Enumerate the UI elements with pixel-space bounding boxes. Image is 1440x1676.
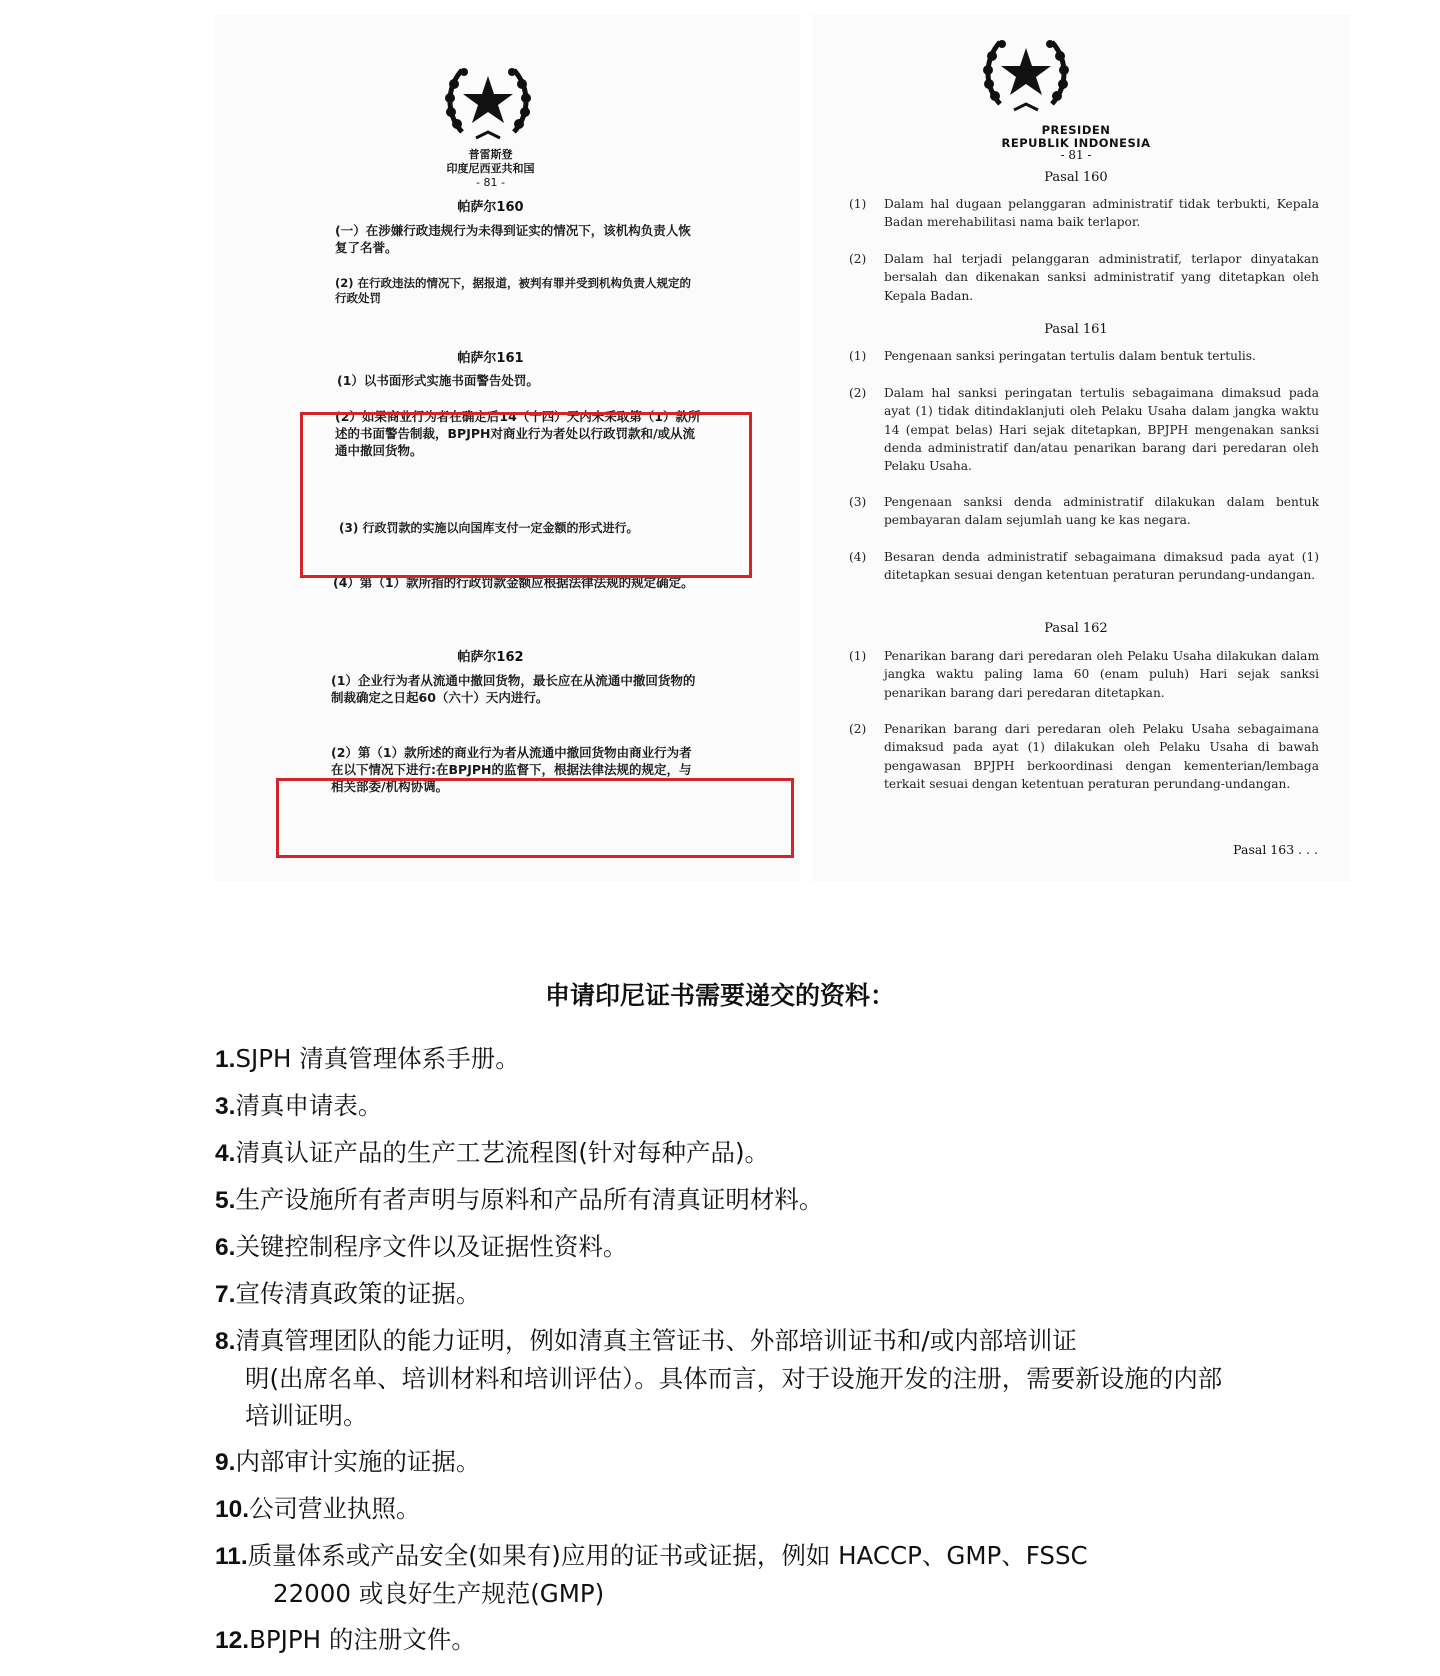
list-item: (2) Penarikan barang dari peredaran oleh Pelaku Usaha sebagaimana dimaksud pada ayat (1) dilakukan oleh Pelaku Usaha di bawah pengawasan BPJPH berkoordinasi dengan kementerian/lembaga terkait sesuai dengan ketentuan peraturan perundang-undangan. (849, 722, 1319, 791)
requirement-item: 7.宣传清真政策的证据。 (215, 1279, 481, 1308)
paragraph: (3) 行政罚款的实施以向国库支付一定金额的形式进行。 (339, 521, 639, 535)
requirement-item: 12.BPJPH 的注册文件。 (215, 1625, 476, 1654)
list-item: (2) Dalam hal terjadi pelanggaran administratif, terlapor dinyatakan bersalah dan dikenakan sanksi administratif yang ditetapkan oleh Kepala Badan. (849, 252, 1319, 303)
header-line-1: PRESIDEN (1041, 123, 1111, 137)
header-line-2: REPUBLIK INDONESIA (1001, 136, 1151, 150)
highlight-box-pasal-162 (276, 778, 794, 858)
requirement-item: 8.清真管理团队的能力证明，例如清真主管证书、外部培训证书和/或内部培训证 明(出席名单、培训材料和培训评估）。具体而言，对于设施开发的注册，需要新设施的内部培训证明。 (215, 1322, 1235, 1434)
requirement-item: 9.内部审计实施的证据。 (215, 1447, 481, 1476)
requirements-list (215, 1040, 1235, 1668)
list-item: (4) Besaran denda administratif sebagaimana dimaksud pada ayat (1) ditetapkan sesuai dengan ketentuan peraturan perundang-undangan. (849, 550, 1319, 583)
page-header-chinese (198, 148, 783, 176)
paragraph: (1）企业行为者从流通中撤回货物，最长应在从流通中撤回货物的制裁确定之日起60（六十）天内进行。 (331, 673, 696, 705)
section-title: 帕萨尔161 (457, 351, 524, 366)
list-item: (3) Pengenaan sanksi denda administratif dilakukan dalam bentuk pembayaran dalam sejumlah uang ke kas negara. (849, 495, 1319, 528)
paragraph: (2）如果商业行为者在确定后14（十四）天内未采取第（1）款所述的书面警告制裁，BPJPH对商业行为者处以行政罚款和/或从流通中撤回货物。 (335, 409, 701, 458)
requirement-item: 10.公司营业执照。 (215, 1494, 421, 1523)
presidential-emblem-icon (440, 54, 536, 150)
section-title: 帕萨尔160 (457, 200, 524, 215)
requirement-item: 3.清真申请表。 (215, 1091, 383, 1120)
page-header-indonesian (807, 124, 1345, 150)
requirements-title: 申请印尼证书需要递交的资料： (544, 981, 895, 1010)
page-number: - 81 - (1060, 148, 1092, 162)
list-item: (1) Penarikan barang dari peredaran oleh Pelaku Usaha dilakukan dalam jangka waktu paling lama 60 (enam puluh) Hari sejak sanksi penarikan barang dari peredaran ditetapkan. (849, 649, 1319, 700)
paragraph: (2) 在行政违法的情况下，据报道，被判有罪并受到机构负责人规定的行政处罚 (335, 276, 692, 305)
list-item: (1) Dalam hal dugaan pelanggaran administratif tidak terbukti, Kepala Badan merehabilitasi nama baik terlapor. (849, 197, 1319, 230)
presidential-emblem-icon (978, 26, 1074, 122)
paragraph: (一）在涉嫌行政违规行为未得到证实的情况下，该机构负责人恢复了名誉。 (335, 223, 691, 255)
section-title: 帕萨尔162 (457, 650, 524, 665)
page-footer: Pasal 163 . . . (1233, 842, 1318, 857)
paragraph: (2）第（1）款所述的商业行为者从流通中撤回货物由商业行为者在以下情况下进行:在BPJPH的监督下，根据法律法规的规定，与相关部委/机构协调。 (331, 745, 692, 794)
list-item: (1) Pengenaan sanksi peringatan tertulis dalam bentuk tertulis. (849, 349, 1256, 363)
header-line-2: 印度尼西亚共和国 (446, 162, 535, 175)
page-number: - 81 - (476, 176, 505, 189)
section-title: Pasal 160 (1044, 170, 1108, 185)
paragraph: (1）以书面形式实施书面警告处罚。 (337, 373, 539, 388)
list-item: (2) Dalam hal sanksi peringatan tertulis sebagaimana dimaksud pada ayat (1) tidak ditindaklanjuti oleh Pelaku Usaha dalam jangka waktu 14 (empat belas) Hari sejak ditetapkan, BPJPH mengenakan sanksi denda administratif dan/atau penarikan barang dari peredaran oleh Pelaku Usaha. (849, 386, 1319, 474)
original-page-scan (812, 14, 1350, 882)
requirement-item: 6.关键控制程序文件以及证据性资料。 (215, 1232, 628, 1261)
requirement-item: 4.清真认证产品的生产工艺流程图(针对每种产品)。 (215, 1138, 770, 1167)
requirement-item: 5.生产设施所有者声明与原料和产品所有清真证明材料。 (215, 1185, 824, 1214)
requirement-continuation: 22000 或良好生产规范(GMP) (273, 1579, 605, 1608)
paragraph: (4）第（1）款所指的行政罚款金额应根据法律法规的规定确定。 (333, 575, 694, 590)
requirement-item: 11.质量体系或产品安全(如果有)应用的证书或证据，例如 HACCP、GMP、FSSC 22000 或良好生产规范(GMP) (215, 1537, 1235, 1612)
section-title: Pasal 162 (1044, 621, 1108, 636)
section-title: Pasal 161 (1044, 322, 1108, 337)
header-line-1: 普雷斯登 (468, 148, 513, 161)
requirement-item: 1.SJPH 清真管理体系手册。 (215, 1044, 520, 1073)
highlight-box-pasal-161 (300, 412, 752, 578)
requirement-continuation: 明(出席名单、培训材料和培训评估）。具体而言，对于设施开发的注册，需要新设施的内部培训证明。 (245, 1364, 1223, 1430)
